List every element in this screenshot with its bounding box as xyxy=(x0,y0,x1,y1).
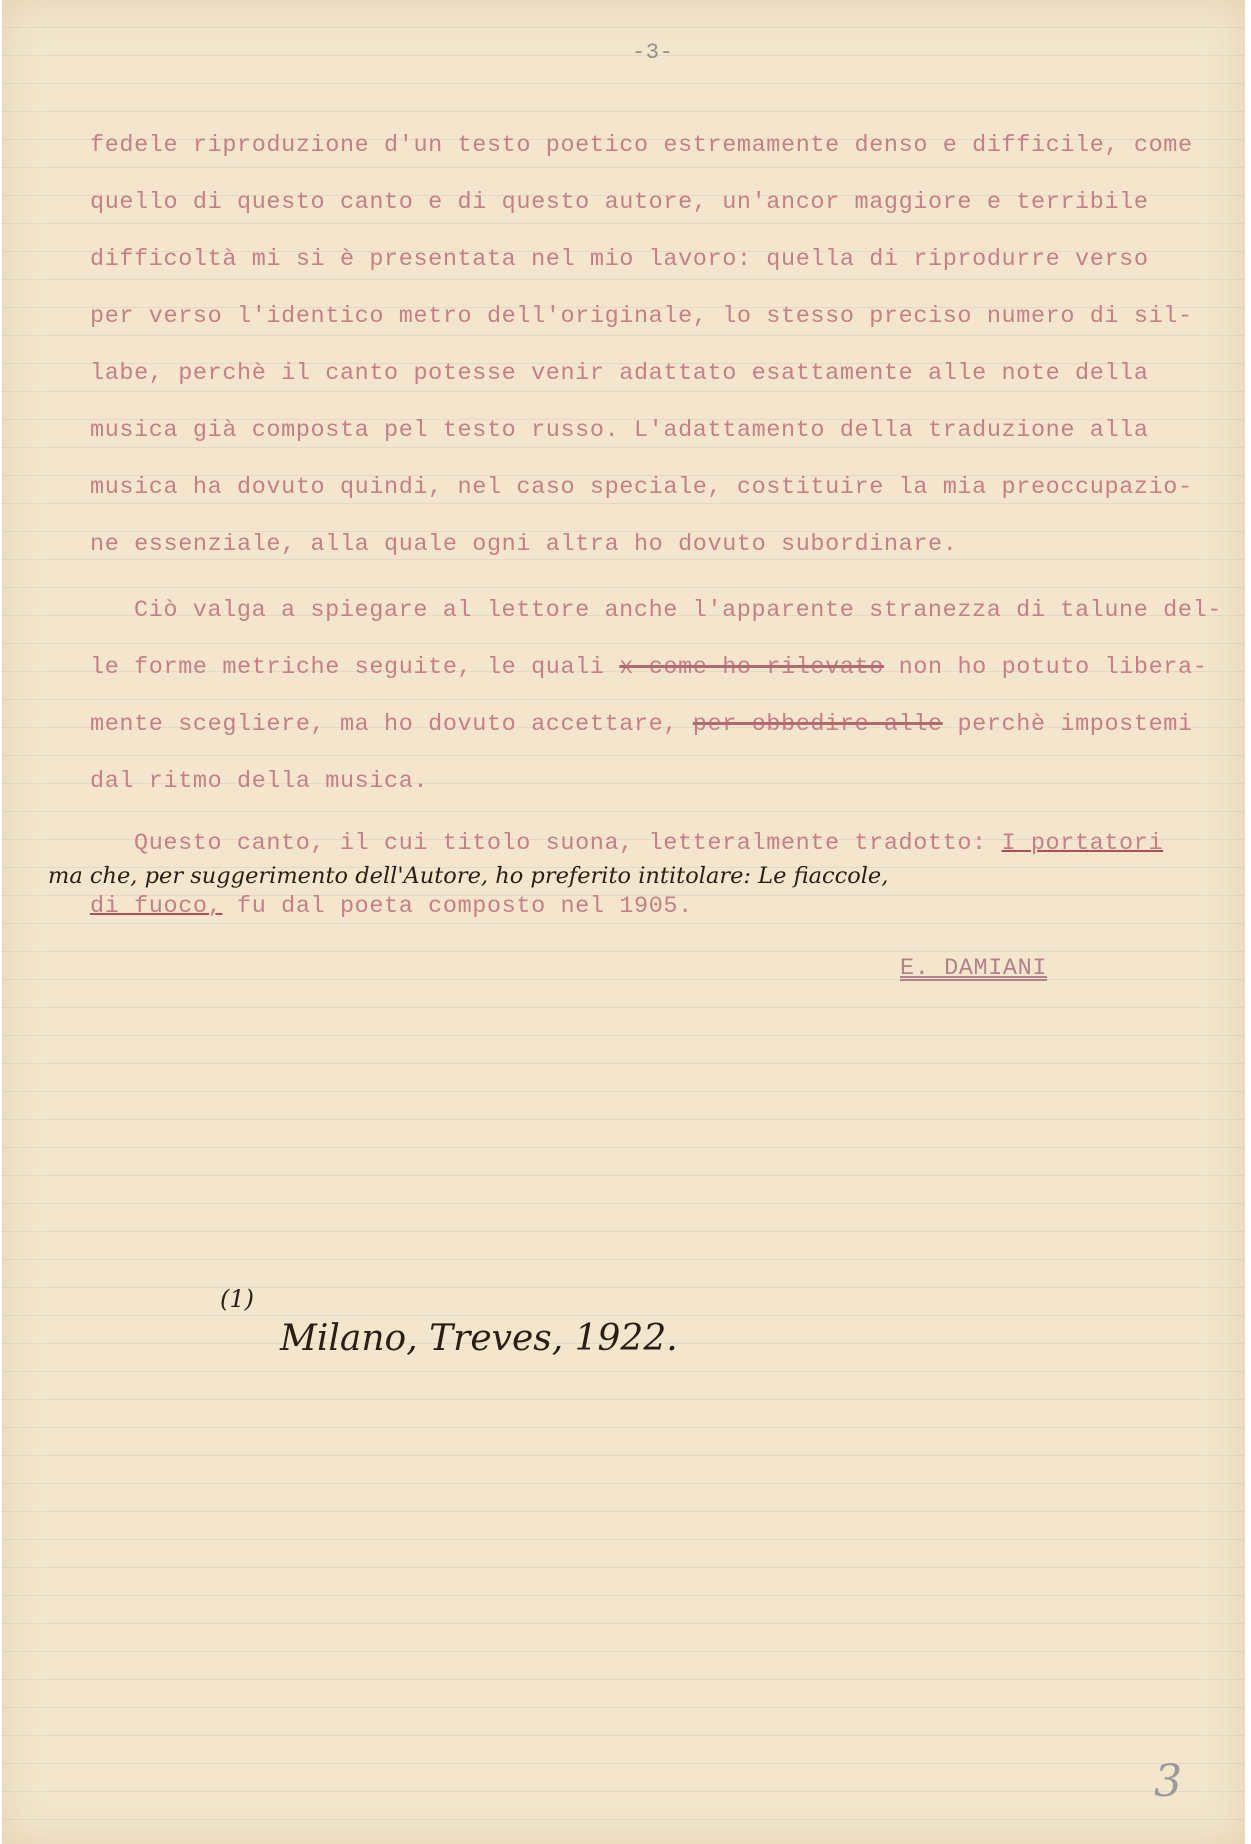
folio-number: 3 xyxy=(1154,1756,1182,1807)
signature: E. DAMIANI xyxy=(900,955,1048,982)
line-14-text: fu dal poeta composto nel 1905. xyxy=(237,893,693,920)
line-13-text: Questo canto, il cui titolo suona, letteralmente tradotto: xyxy=(134,830,987,857)
paper-sheet xyxy=(2,0,1245,1844)
struck-text: per obbedire alle xyxy=(692,711,943,738)
text-line-4: per verso l'identico metro dell'originale, lo stesso preciso numero di sil- xyxy=(90,303,1193,330)
text-line-2: quello di questo canto e di questo autore, un'ancor maggiore e terribile xyxy=(90,189,1149,216)
text-line-3: difficoltà mi si è presentata nel mio lavoro: quella di riprodurre verso xyxy=(90,246,1149,273)
underlined-title: I portatori xyxy=(1001,830,1164,857)
footnote-mark: (1) xyxy=(220,1285,254,1313)
text-line-6: musica già composta pel testo russo. L'adattamento della traduzione alla xyxy=(90,417,1149,444)
underlined-title-end: di fuoco, xyxy=(90,893,223,920)
text-line-8: ne essenziale, alla quale ogni altra ho dovuto subordinare. xyxy=(90,531,958,558)
text-line-14 xyxy=(90,893,693,920)
line-10-text-end: non ho potuto libera- xyxy=(898,654,1208,681)
text-line-12: dal ritmo della musica. xyxy=(90,768,429,795)
text-line-5: labe, perchè il canto potesse venir adattato esattamente alle note della xyxy=(90,360,1149,387)
text-line-11 xyxy=(90,711,1193,738)
line-11-text: mente scegliere, ma ho dovuto accettare, xyxy=(90,711,679,738)
page-number: -3- xyxy=(632,40,674,65)
text-line-7: musica ha dovuto quindi, nel caso speciale, costituire la mia preoccupazio- xyxy=(90,474,1193,501)
text-line-10 xyxy=(90,654,1207,681)
line-10-text: le forme metriche seguite, le quali xyxy=(90,654,605,681)
struck-text: x come ho rilevato xyxy=(619,654,884,681)
footnote-text: Milano, Treves, 1922. xyxy=(280,1318,678,1359)
line-11-text-end: perchè impostemi xyxy=(957,711,1193,738)
text-line-9: Ciò valga a spiegare al lettore anche l'apparente stranezza di talune del- xyxy=(134,597,1222,624)
text-line-1: fedele riproduzione d'un testo poetico estremamente denso e difficile, come xyxy=(90,132,1193,159)
handwritten-insertion: ma che, per suggerimento dell'Autore, ho preferito intitolare: Le fiaccole, xyxy=(48,863,889,889)
text-line-13 xyxy=(134,830,1163,857)
